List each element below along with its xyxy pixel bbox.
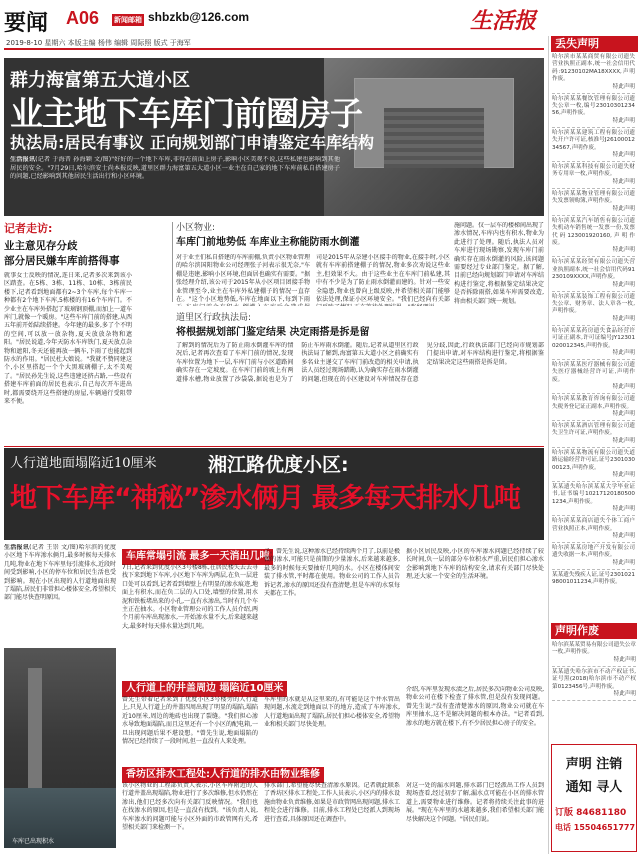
notice-item xyxy=(552,128,635,162)
notice-text: 哈尔滨市某某商贸有限公司遗失营业执照正副本,统一社会信用代码:91230102MA18XXXX,声明作废。 xyxy=(552,54,635,83)
col-a-head-2: 部分居民嫌车库前搭得事 xyxy=(4,255,120,267)
notice-text: 哈尔滨某某建筑工程有限公司遗失开户许可证,核准号J2610001234567,声明作废。 xyxy=(552,129,635,151)
notice-sidebar xyxy=(548,36,638,854)
col-c-head: 将根据规划部门鉴定结果 决定雨搭是拆是留 xyxy=(176,327,370,338)
story2-photo xyxy=(4,648,116,848)
notice-text: 哈尔滨某某贸易有限公司遗失公章一枚,声明作废。 xyxy=(552,642,636,656)
story2-headline-block xyxy=(4,448,544,540)
email-badge: 新闻邮箱 xyxy=(114,16,142,24)
notice-text: 某某遗失哈尔滨市不动产权证书,证号黑(2018)哈尔滨市不动产权第0123456号,声明作废。 xyxy=(552,668,636,690)
story2-section-2 xyxy=(122,676,544,760)
ad-phone-1: 订版 84681180 xyxy=(555,808,627,818)
notice-suffix: 特此声明 xyxy=(613,656,636,663)
story2-section-1 xyxy=(122,544,544,674)
column-law-enforcement xyxy=(176,310,544,446)
col-b-head: 车库门前地势低 车库业主称能防雨水倒灌 xyxy=(176,237,360,248)
notice-suffix: 特此声明 xyxy=(612,437,635,444)
story2-lede-text: (记者 王崇 文/图)哈尔滨的优度小区地下车库渗水俩月,最多时候每天排水几吨,物业在地下车库里每引流排水,近段时间受到影响,小区的停车位和居民生活也受到影响。现在小区出现的人行道地面出现了塌陷,居民们非常担心楼体安全,希望相关部门能尽快查明原因。 xyxy=(4,544,116,602)
notice-item xyxy=(552,640,636,667)
notice-item xyxy=(552,394,635,421)
notice-text: 哈尔滨某某餐饮管理有限公司遗失公章一枚,编号2301030123456,声明作废。 xyxy=(552,95,635,117)
story2-section-3 xyxy=(122,762,544,854)
ad-line-2: 通知 寻人 xyxy=(565,780,623,795)
notice-item xyxy=(552,448,635,482)
notice-text: 哈尔滨某某物业管理有限公司遗失发票领购簿,声明作废。 xyxy=(552,190,635,205)
notice-item xyxy=(552,216,635,258)
newspaper-logo: 生活报 xyxy=(470,8,537,34)
masthead xyxy=(0,0,640,58)
notice-item xyxy=(552,570,635,586)
ad-phone-2: 电话 15504651777 xyxy=(555,823,636,832)
notice-suffix: 特此声明 xyxy=(612,506,635,513)
notice-text: 哈尔滨某某房地产开发有限公司遗失收据一本,声明作废。 xyxy=(552,545,635,559)
notice-item xyxy=(552,360,635,394)
story2-photo-caption: 车库已出现积水 xyxy=(12,838,55,845)
notice-item xyxy=(552,52,635,94)
story2-place: 湘江路优度小区: xyxy=(208,454,349,476)
section-name: 要闻 xyxy=(4,10,49,36)
notice-text: 哈尔滨某某装饰工程有限公司遗失公章、财务章、法人章各一枚,声明作废。 xyxy=(552,293,635,315)
story2-section-2-head: 人行道上的井盖周边 塌陷近10厘米 xyxy=(122,681,287,697)
page-number: A06 xyxy=(66,8,100,28)
notice-suffix: 特此声明 xyxy=(612,247,635,254)
notice-list xyxy=(549,52,638,586)
col-b-body-2: 司是2015年从奈建小区接手的物业,在接手时,小区就有车库前搭建棚子的情况,物业多次劝说这些业主,但效果不大。由于这些业主在车库门前私建,其中有不少是为了防止雨水倒灌而建的。针对一些安全隐患,物业也曾向上级反映,并希望相关部门能够依法处理,保证小区环境安全。"我们已经向有关部 xyxy=(316,254,450,304)
notice-suffix: 特此声明 xyxy=(612,349,635,356)
col-c-body: 了解到的情况后为了防止雨水倒灌车库的情况后,记者再次查看了车库门前的情况,发现车库位置为地下一层,车库门前与小区道路间确实存在一定坡度。在车库门前的坡上有两道排水槽,物业放置了沙袋袋,据说也是为了防止车库雨水倒灌。随后,记者从道里区行政执法局了解到,海富第五大道小区之前确实有多名业主递交了车库门前改造的相关申请,执法人员经过现场踏勘,认为确实存在雨水倒灌的问题,但现在的小区建设对车库情况存在意见分歧,因此,行政执法部门已经向市规划部门提出申请,对车库结构进行鉴定,将根据鉴定结果决定这些雨搭是拆是留。 xyxy=(176,342,544,383)
notice-suffix: 特此声明 xyxy=(612,533,635,540)
notice-text: 哈尔滨某某科技有限公司遗失财务专用章一枚,声明作废。 xyxy=(552,164,635,178)
story2-section-2-body-3: 介绍,车库里发现水渍之后,居民多次向物业公司反映,物业公司在楼下检查了排水管,但是没有发现问题。曾先生说:"没有查清楚渗水的原因,物业公司就在车库里抽水,这不是解决问题的根本办法。"记者看到,渗水的地方就在楼下,有不少居民担心房子的安全。 xyxy=(406,686,544,727)
story1-kicker: 群力海富第五大道小区 xyxy=(10,70,190,91)
story-separator xyxy=(4,446,544,447)
notice-text: 哈尔滨某某酒店管理有限公司遗失卫生许可证,声明作废。 xyxy=(552,423,635,437)
notice-text: 某某遗失哈尔滨某某大学毕业证书,证书编号102171201805001234,声明作废。 xyxy=(552,484,635,505)
story2-kicker: 人行道地面塌陷近10厘米 xyxy=(10,456,157,471)
notice-suffix: 特此声明 xyxy=(612,205,635,212)
notice-text: 哈尔滨某某医疗器械有限公司遗失医疗器械经营许可证,声明作废。 xyxy=(552,361,635,383)
notice-item xyxy=(552,516,635,543)
column-reporter xyxy=(4,220,132,444)
col-b-label: 小区物业: xyxy=(176,223,216,233)
story1-main-headline: 业主地下车库门前圈房子 xyxy=(10,94,362,133)
story2-left-column xyxy=(4,544,116,854)
lost-notice-title: 丢失声明 xyxy=(551,36,638,52)
notice-suffix: 特此声明 xyxy=(612,315,635,322)
story1-lede-text: (记者 于海晋 孙海颖 文/图)"好好的一个地下车库,非得在前面上房子,影响小区美观不说,这些私建也影响到其他居民的安全。"7月29日,哈尔滨安士尚本报反映,道里区群力海富第五大道小区一业主在自己家的地下车库前私自搭建房子的问题,已经影响到其他居民生活出行和小区环境。 xyxy=(10,156,340,181)
notice-suffix: 特此声明 xyxy=(612,472,635,479)
ad-box xyxy=(551,744,637,852)
story2-lede-byline: 生活报讯 xyxy=(4,544,30,551)
col-d-body-wrap xyxy=(454,222,544,306)
story2-section-1-head: 车库常塌引流 最多一天消出几吨 xyxy=(122,549,273,565)
notice-suffix: 特此声明 xyxy=(612,281,635,288)
story2-section-3-body-2: 排水部门,希望能尽快查清渗水原因。记者就此联系了香坊区排水工程处,工作人员表示,小区内的排水设施由物业负责维修,如果是市政管网出现问题,排水工程处会进行维修。目前,排水工程处已经派人到现场进行查看,具体原因还在调查中。 xyxy=(264,782,400,823)
notice-text: 哈尔滨某某经贸有限公司遗失营业执照副本,统一社会信用代码91230109XXXX,声明作废。 xyxy=(552,259,635,281)
notice-suffix: 特此声明 xyxy=(613,691,636,698)
notice-text: 哈尔滨某某商店遗失个体工商户营业执照正本,声明作废。 xyxy=(552,518,635,532)
notice-item xyxy=(552,292,635,326)
col-b-body-1: 对于业主们私自搭建的车库前棚,负责小区物业管理的哈尔滨国阳物业公司经理张子河表示很无奈,"车棚是违建,影响小区环境,但面居也确实有需要。"据张经理介绍,该公司于2015年从小区项目团接手物业管理至今,业主在车库外私建棚子的情况一直存在。"这个小区地势低,车库在地面以下,每到下雨 xyxy=(176,254,310,304)
email-address[interactable]: shbzkb@126.com xyxy=(148,10,250,24)
notice-text: 哈尔滨某某物流有限公司遗失道路运输经营许可证,证号230103000123,声明作废。 xyxy=(552,449,635,471)
notice-suffix: 特此声明 xyxy=(612,411,635,417)
notice-item xyxy=(552,189,635,216)
story2-section-2-body-2: 车库里的水就是从这里来的,有可能是这个井水管出现问题,水流走到地面以下的地方,造成了车库渗水,人行道地面出现了塌陷,居民们担心楼体安全,希望物业和相关部门尽快处理。 xyxy=(264,696,400,729)
header-rule xyxy=(4,48,544,50)
story2-section-1-body-1: 7日,记者来到优度小区3号楼8栋,在居民楼失去去寻找下来到地下车库,小区地下车库为两层,在负一层进口处可以看到,记者看到墙壁上有明显的渗水痕迹,地面上有积水,而在负二层的入口处,墙壁的位置,用水泥和铁板堵出来的小孔,一直有水渗出,当时有几个车主正在抽水。小区物业管理公司的工作人员介绍,两个月前车库出现渗水,一开始渗水量不大,后来越来越大,最多时每天排水量达到几吨。 xyxy=(122,564,258,630)
notice-item xyxy=(552,482,635,516)
notice-item xyxy=(552,667,636,701)
notice-text: 哈尔滨某某教育咨询有限公司遗失税务登记证正副本,声明作废。 xyxy=(552,396,635,410)
notice-suffix: 特此声明 xyxy=(612,559,635,566)
story2-main-headline: 地下车库“神秘”渗水俩月 最多每天排水几吨 xyxy=(10,483,520,514)
notice-item xyxy=(552,94,635,128)
photo-garage-door xyxy=(384,108,484,168)
col-a-label: 记者走访: xyxy=(4,222,53,235)
ad-line-1: 声明 注销 xyxy=(565,757,623,772)
notice-item xyxy=(552,326,635,360)
story1-subheadline: 执法局:居民有事议 正向规划部门申请鉴定车库结构 xyxy=(10,133,374,152)
notice-text: 哈尔滨某某药房遗失食品经营许可证正副本,许可证编号JY12301020012345,声明作废。 xyxy=(552,327,635,349)
story1-headline-block xyxy=(4,58,544,216)
notice-suffix: 特此声明 xyxy=(612,384,635,391)
notice-text: 哈尔滨某某汽车销售有限公司遗失机动车销售统一发票一份,发票代码123001920160,声明作废。 xyxy=(552,217,635,246)
notice-item xyxy=(552,162,635,189)
story2-section-3-body-1: 该小区物业的工程部负责人表示,小区车库附近的人行道井盖出现塌陷,物业进行了多次维修,但水仍然在渗出,他们已经多次向有关部门反映情况。"我们也在找渗水的原因,但是一直没有找到。"该负责人说,车库渗水的问题可能与小区外面的市政管网有关,希望相关部门来检测一下。 xyxy=(122,782,258,832)
story2-section-3-head: 香坊区排水工程处:人行道的排水由物业维修 xyxy=(122,767,324,783)
notice-suffix: 特此声明 xyxy=(612,83,635,90)
story2-section-2-body-1: 曾先生带着记者来到了优度小区3号楼旁的人行道上,只见人行道上的井盖四周出现了明显的塌陷,塌陷近10厘米,周边的地砖也出现了裂缝。"我们担心渗水导致地面塌陷,而且这里还有一个小区的配电箱,一旦出现问题后果不堪设想。"曾先生说,地面塌陷的情况已经持续了一段时间,但一直没有人来处理。 xyxy=(122,696,258,746)
col-a-head-1: 业主意见存分歧 xyxy=(4,240,78,252)
col-a-body: 就事女士反映的情况,连日来,记者多次来到该小区踏查。在5栋、3栋、11栋、10栋、3栋前民楼下,记者看到地面都有2~3个车库,每个车库一种都有2个地下车库,5栋楼的有16个车库门。不少业主在车库外搭起了玻璃钢顶棚,而加上一道车库门,就像一个暖房。"这些车库门前的搭建,从西五年前开始陆续搭建。今年建的最多,多了个不明的空间,可以放一放杂物,夏天放放杂物和遮阳。"居民说道,今年天防水车库铁门,夏天放点杂物和遮阳,冬天还能再放一辆车,下雨了也能起到防水的作用。"居民杜大娘说。"我就不赞同建这个,小区里搭起一个个大黑玻璃棚子,太不美观了。"居民孙先生说,这些违建还挤占路,一些设有搭建车库前面的居民也表示,自己每次开车进出时,都需要绕开这些搭建的房屋,车辆通行受阻带来不便。 xyxy=(4,272,132,406)
story2-section-1-body-3: 据小区居民反映,小区的车库渗水问题已经持续了较长时间,负一层的部分车位积水严重,居民们担心渗水会影响到地下车库的结构安全,请求有关部门尽快处理,还大家一个安全的生活环境。 xyxy=(406,548,544,581)
notice-suffix: 特此声明 xyxy=(612,178,635,185)
notice-list-2 xyxy=(552,640,636,701)
notice-item xyxy=(552,421,635,448)
date-line: 2019-8-10 星期六 本版主编 杨伟 编辑 周际照 版式 于海军 xyxy=(6,39,191,47)
story2-section-1-body-2: 子。曾先生说,这种渗水已经持续两个月了,以前是极微的渗水,可能只是前期的少量渗水,后来越来越多,最多的时候每天要抽好几吨的水。小区在楼体间安装了排水管,平时都在使用。物业公司的工作人员告诉记者,渗水的原因还没有查清楚,但是车库的水泵每天都在工作。 xyxy=(264,548,400,598)
story2-section-3-body-3: 对这一处的漏水问题,排水部门已经派出工作人员到现场查看,经过初步了解,漏水点可能在小区的排水管道上,需要物业进行维修。记者将持续关注此事的进展。"现在车库里的水越来越多,我们希望相关部门能尽快解决这个问题。"居民们说。 xyxy=(406,782,544,823)
void-notice-title: 声明作废 xyxy=(551,623,637,639)
col-d-body: 施问题。仅一层车的楼梯间出现了渗水情况,车库内也有积水,物业为此进行了处理。随后,执法人员对车库进行现场勘察,发现车库门前确实存在雨水倒灌的风险,该问题需要经过专业部门鉴定。据了解,目前已经向规划部门申请对车库结构进行鉴定,将根据鉴定结果决定是否拆除雨搭,如果车库需要改造,将由相关部门统一规划。 xyxy=(454,222,544,305)
col-c-label: 道里区行政执法局: xyxy=(176,313,252,323)
col-b-rule xyxy=(172,222,173,302)
story1-lede-byline: 生活报讯 xyxy=(10,156,36,163)
notice-item xyxy=(552,257,635,291)
story1-lede xyxy=(10,156,340,212)
story2-lede xyxy=(4,544,116,640)
notice-text: 某某遗失残疾人证,证号230102198001011234,声明作废。 xyxy=(552,571,635,586)
notice-suffix: 特此声明 xyxy=(612,152,635,159)
notice-item xyxy=(552,543,635,570)
notice-suffix: 特此声明 xyxy=(612,117,635,124)
